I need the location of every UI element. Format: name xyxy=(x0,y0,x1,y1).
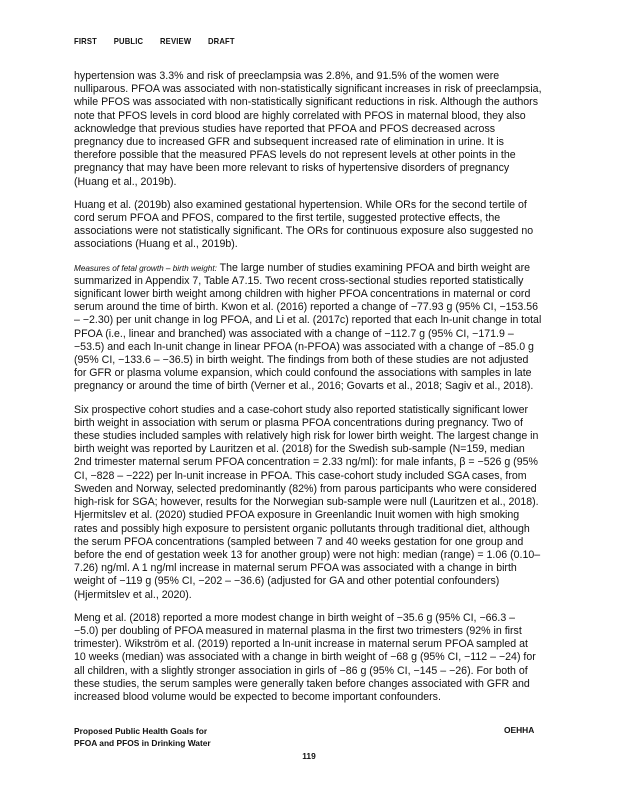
document-body xyxy=(74,70,542,714)
paragraph-text: Meng et al. (2018) reported a more modest change in birth weight of −35.6 g (95% CI, −66.3 – −5.0) per doubling of PFOA measured in maternal plasma in the first two trimesters (92% in first trimester). Wikström et al. (2019) reported a ln-unit increase in maternal serum PFOA sampled at 10 weeks (median) was associated with a change in birth weight of −68 g (95% CI, −112 – −24) for all children, with a slightly stronger association in girls of −86 g (95% CI, −145 – −26). For both of these studies, the serum samples were generally taken before changes associated with GFR and increased blood volume would be expected to become important confounders. xyxy=(74,611,536,703)
footer-title-line: PFOA and PFOS in Drinking Water xyxy=(74,738,211,748)
footer-title-line: Proposed Public Health Goals for xyxy=(74,726,208,736)
paragraph-text: The large number of studies examining PFOA and birth weight are summarized in Appendix 7, Table A7.15. Two recent cross-sectional studies reported statistically significant lower birth weight among children with higher PFOA concentrations in maternal or cord serum around the time of birth. Kwon et al. (2016) reported a change of −77.93 g (95% CI, −153.56 – −2.30) per unit change in log PFOA, and Li et al. (2017c) reported that each ln-unit change in total PFOA (i.e., linear and branched) was associated with a change of −112.7 g (95% CI, −171.9 – −53.5) and each ln-unit change in linear PFOA (n-PFOA) was associated with a change of −85.0 g (95% CI, −133.6 – −36.5) in birth weight. The findings from both of these studies are not adjusted for GFR or plasma volume expansion, which could confound the associations with samples in late pregnancy or around the time of birth (Verner et al., 2016; Govarts et al., 2018; Sagiv et al., 2018). xyxy=(74,261,542,393)
paragraph xyxy=(74,199,542,252)
paragraph-text: Six prospective cohort studies and a case-cohort study also reported statistically significant lower birth weight in association with serum or plasma PFOA concentrations during pregnancy. Two of these studies included samples with relatively high risk for lower birth weight. The largest change in birth weight was reported by Lauritzen et al. (2018) for the Swedish sub-sample (N=159, median 2nd trimester maternal serum PFOA concentration = 2.33 ng/ml): for male infants, β = −526 g (95% CI, −828 – −222) per ln-unit increase in PFOA. This case-cohort study included SGA cases, from Sweden and Norway, selected predominantly (82%) from parous participants who were considered high-risk for SGA; however, results for the Norwegian sub-sample were null (Lauritzen et al., 2018). Hjermitslev et al. (2020) studied PFOA exposure in Greenlandic Inuit women with high smoking rates and possibly high exposure to persistent organic pollutants through traditional diet, although the serum PFOA concentrations (sampled between 7 and 40 weeks gestation for one group and before the end of gestation week 13 for another group) were not high: median (range) = 1.06 (0.10–7.26) ng/ml. A 1 ng/ml increase in maternal serum PFOA was associated with a change in birth weight of −119 g (95% CI, −202 – −36.6) (adjusted for GA and other potential confounders) (Hjermitslev et al., 2020). xyxy=(74,403,541,601)
section-lead-in: Measures of fetal growth – birth weight: xyxy=(74,263,217,273)
page-number: 119 xyxy=(302,751,316,761)
header-word: PUBLIC xyxy=(113,36,144,46)
paragraph-text: hypertension was 3.3% and risk of preeclampsia was 2.8%, and 91.5% of the women were nulliparous. PFOA was associated with non-statistically significant increases in risk of preeclampsia, while PFOS was associated with non-statistically significant reductions in risk. Although the authors note that PFOS levels in cord blood are highly correlated with PFOS in maternal blood, they also acknowledge that previous studies have reported that PFOA and PFOS decreased across pregnancy due to increased GFR and subsequent increased rate of elimination in urine. It is therefore possible that the measured PFAS levels do not represent levels at other points in the pregnancy that may have been more relevant to risks of hypertensive disorders of pregnancy (Huang et al., 2019b). xyxy=(74,70,542,188)
paragraph xyxy=(74,262,542,394)
paragraph xyxy=(74,612,542,704)
draft-header xyxy=(74,36,235,46)
footer-agency: OEHHA xyxy=(504,725,535,735)
paragraph-text: Huang et al. (2019b) also examined gestational hypertension. While ORs for the second tertile of cord serum PFOA and PFOS, compared to the first tertile, suggested protective effects, the associations were not statistically significant. The ORs for continuous exposure also suggested no associations (Huang et al., 2019b). xyxy=(74,198,534,251)
header-word: FIRST xyxy=(74,36,98,46)
header-word: REVIEW xyxy=(159,36,192,46)
footer-document-title xyxy=(74,725,274,749)
paragraph xyxy=(74,70,542,189)
header-word: DRAFT xyxy=(207,36,235,46)
paragraph xyxy=(74,404,542,602)
